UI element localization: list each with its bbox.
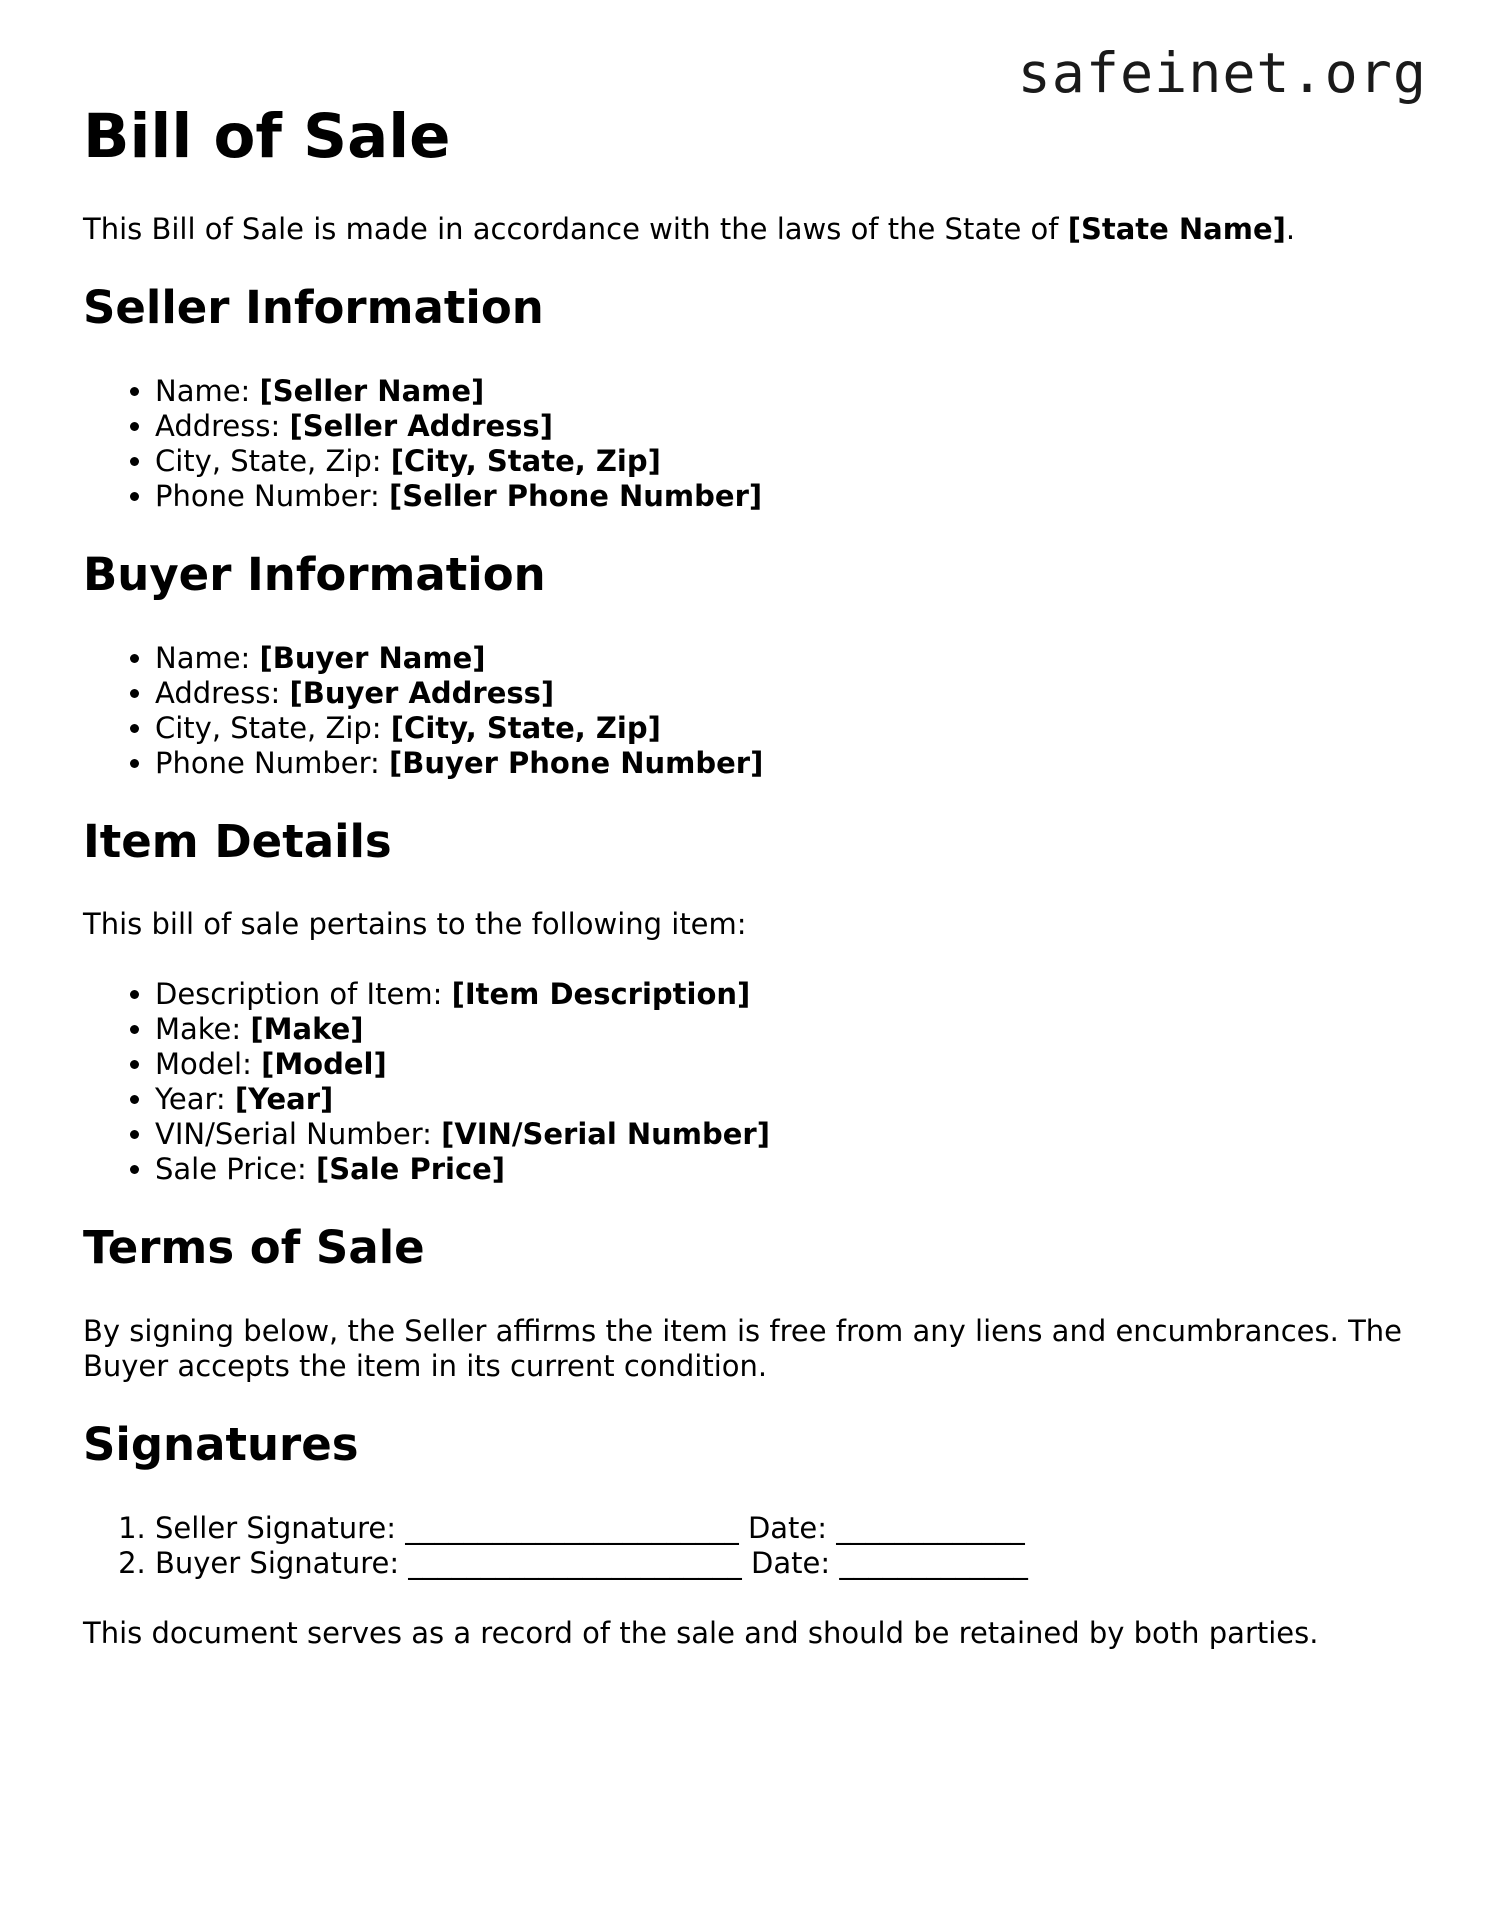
field-label: Address: bbox=[155, 675, 290, 710]
terms-paragraph: By signing below, the Seller affirms the item is free from any liens and encumbrances. The Buyer accepts the item in its current condition. bbox=[83, 1314, 1403, 1384]
document bbox=[83, 102, 1423, 1686]
field-value: [City, State, Zip] bbox=[390, 710, 661, 745]
field-value: [Model] bbox=[261, 1047, 387, 1082]
field-label: Phone Number: bbox=[155, 745, 390, 780]
seller-signature-line: 1. Seller Signature: _______________________ Date: _____________ bbox=[155, 1511, 1423, 1546]
field-label: City, State, Zip: bbox=[155, 710, 391, 745]
field-value: [VIN/Serial Number] bbox=[441, 1117, 770, 1152]
list-item bbox=[155, 1117, 1423, 1152]
list-item bbox=[155, 641, 1423, 676]
buyer-signature-line: 2. Buyer Signature: _______________________ Date: _____________ bbox=[155, 1546, 1423, 1581]
seller-heading: Seller Information bbox=[83, 281, 544, 335]
field-label: Name: bbox=[155, 373, 260, 408]
list-item bbox=[155, 374, 1423, 409]
field-label: Sale Price: bbox=[155, 1152, 317, 1187]
field-value: [Sale Price] bbox=[316, 1152, 506, 1187]
list-item bbox=[155, 1082, 1423, 1117]
list-item bbox=[155, 409, 1423, 444]
field-value: [Buyer Address] bbox=[289, 675, 555, 710]
intro-text: This Bill of Sale is made in accordance with the laws of the State of bbox=[83, 212, 1068, 247]
field-value: [Seller Address] bbox=[289, 408, 553, 443]
field-label: Make: bbox=[155, 1012, 251, 1047]
list-item bbox=[155, 479, 1423, 514]
field-label: Model: bbox=[155, 1047, 262, 1082]
field-label: Address: bbox=[155, 408, 290, 443]
document-title: Bill of Sale bbox=[83, 101, 451, 172]
list-item bbox=[155, 444, 1423, 479]
item-list bbox=[83, 977, 1423, 1187]
list-item bbox=[155, 746, 1423, 781]
field-value: [Year] bbox=[234, 1082, 334, 1117]
field-label: Description of Item: bbox=[155, 977, 452, 1012]
intro-period: . bbox=[1285, 212, 1296, 247]
closing-paragraph: This document serves as a record of the sale and should be retained by both parties. bbox=[83, 1615, 1319, 1650]
list-item bbox=[155, 1152, 1423, 1187]
field-value: [City, State, Zip] bbox=[390, 443, 661, 478]
buyer-heading: Buyer Information bbox=[83, 547, 546, 601]
field-value: [Seller Phone Number] bbox=[389, 478, 763, 513]
list-item bbox=[155, 676, 1423, 711]
list-item bbox=[155, 977, 1423, 1012]
field-label: Name: bbox=[155, 640, 260, 675]
field-label: VIN/Serial Number: bbox=[155, 1117, 442, 1152]
terms-heading: Terms of Sale bbox=[83, 1221, 425, 1275]
watermark: safeinet.org bbox=[1017, 41, 1427, 105]
list-item bbox=[155, 1012, 1423, 1047]
field-value: [Buyer Name] bbox=[259, 640, 486, 675]
field-value: [Make] bbox=[250, 1012, 364, 1047]
state-name-placeholder: [State Name] bbox=[1067, 212, 1286, 247]
item-intro: This bill of sale pertains to the following item: bbox=[83, 907, 747, 942]
intro-paragraph bbox=[83, 212, 1423, 247]
field-value: [Seller Name] bbox=[259, 373, 485, 408]
signatures-heading: Signatures bbox=[83, 1418, 359, 1472]
buyer-list bbox=[83, 641, 1423, 781]
field-label: Phone Number: bbox=[155, 478, 390, 513]
seller-list bbox=[83, 374, 1423, 514]
field-label: City, State, Zip: bbox=[155, 443, 391, 478]
field-value: [Buyer Phone Number] bbox=[389, 745, 764, 780]
field-label: Year: bbox=[155, 1082, 235, 1117]
signature-list bbox=[83, 1511, 1423, 1581]
list-item bbox=[155, 711, 1423, 746]
list-item bbox=[155, 1047, 1423, 1082]
item-details-heading: Item Details bbox=[83, 814, 392, 868]
field-value: [Item Description] bbox=[451, 977, 751, 1012]
